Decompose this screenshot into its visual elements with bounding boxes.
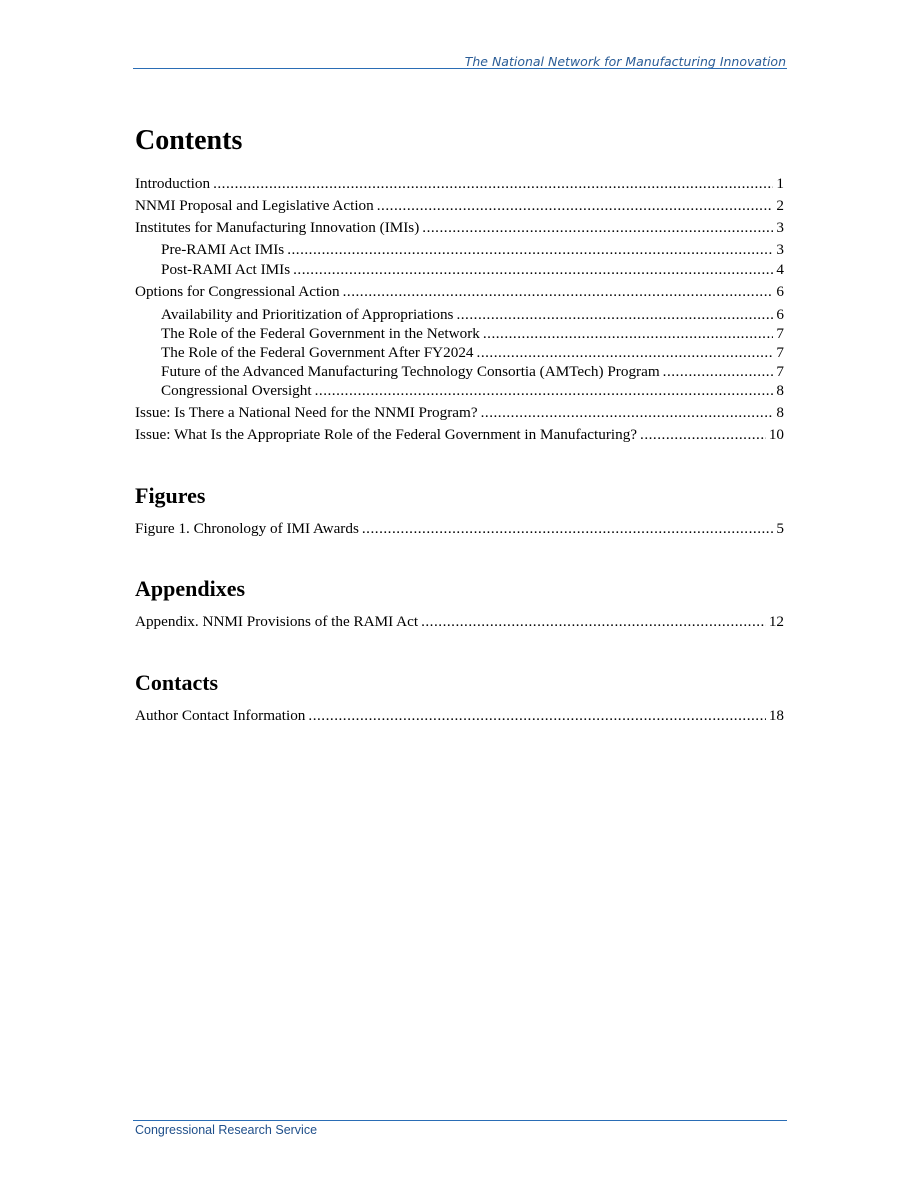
toc-dot-leader (308, 706, 765, 725)
toc-entry-label: Post-RAMI Act IMIs (161, 261, 291, 278)
toc-page-number: 1 (776, 175, 784, 192)
toc-page-number: 8 (776, 404, 784, 421)
footer-rule (133, 1120, 787, 1121)
running-header-title: The National Network for Manufacturing Innovation (464, 54, 786, 69)
toc-dot-leader (456, 305, 773, 324)
toc-entry-federal-role[interactable] (135, 425, 784, 444)
toc-dot-leader (640, 425, 766, 444)
toc-entry-institutes[interactable] (135, 218, 784, 237)
toc-dot-leader (422, 218, 773, 237)
toc-dot-leader (362, 519, 774, 538)
contents-heading: Contents (135, 125, 243, 156)
toc-entry-national-need[interactable] (135, 403, 784, 422)
toc-page-number: 7 (776, 344, 784, 361)
toc-dot-leader (477, 343, 774, 362)
toc-entry-options[interactable] (135, 282, 784, 301)
toc-page-number: 10 (768, 426, 784, 443)
appendixes-heading: Appendixes (135, 576, 246, 601)
toc-entry-appropriations[interactable] (161, 305, 784, 324)
figures-heading: Figures (135, 483, 206, 508)
toc-entry-label: The Role of the Federal Government in the Network (161, 325, 480, 342)
toc-dot-leader (421, 612, 766, 631)
toc-entry-label: Congressional Oversight (161, 382, 312, 399)
toc-dot-leader (343, 282, 774, 301)
toc-dot-leader (213, 174, 773, 193)
toc-entry-label: Issue: What Is the Appropriate Role of the Federal Government in Manufacturing? (135, 426, 638, 443)
toc-page-number: 6 (776, 283, 784, 300)
toc-entry-nnmi-proposal[interactable] (135, 196, 784, 215)
toc-page-number: 4 (776, 261, 784, 278)
toc-entry-label: Availability and Prioritization of Appropriations (161, 306, 454, 323)
toc-page-number: 12 (768, 613, 784, 630)
toc-entry-label: NNMI Proposal and Legislative Action (135, 197, 374, 214)
toc-entry-author-contact[interactable] (135, 706, 784, 725)
toc-entry-role-after-fy2024[interactable] (161, 343, 784, 362)
toc-page-number: 7 (776, 363, 784, 380)
toc-page-number: 2 (776, 197, 784, 214)
toc-page-number: 18 (768, 707, 784, 724)
toc-dot-leader (663, 362, 774, 381)
toc-dot-leader (481, 403, 774, 422)
toc-page-number: 3 (776, 219, 784, 236)
toc-entry-label: Author Contact Information (135, 707, 306, 724)
toc-entry-appendix[interactable] (135, 612, 784, 631)
toc-entry-label: Options for Congressional Action (135, 283, 340, 300)
toc-dot-leader (315, 381, 774, 400)
toc-dot-leader (293, 260, 773, 279)
toc-entry-role-network[interactable] (161, 324, 784, 343)
toc-entry-label: Future of the Advanced Manufacturing Technology Consortia (AMTech) Program (161, 363, 660, 380)
toc-entry-figure-1[interactable] (135, 519, 784, 538)
toc-entry-label: Appendix. NNMI Provisions of the RAMI Act (135, 613, 419, 630)
contacts-heading: Contacts (135, 670, 219, 695)
toc-entry-label: Introduction (135, 175, 211, 192)
toc-entry-introduction[interactable] (135, 174, 784, 193)
toc-entry-label: Issue: Is There a National Need for the NNMI Program? (135, 404, 478, 421)
running-footer-source: Congressional Research Service (135, 1123, 318, 1137)
toc-page-number: 8 (776, 382, 784, 399)
toc-dot-leader (483, 324, 774, 343)
toc-page-number: 3 (776, 241, 784, 258)
toc-entry-label: Figure 1. Chronology of IMI Awards (135, 520, 359, 537)
toc-entry-label: The Role of the Federal Government After FY2024 (161, 344, 474, 361)
toc-entry-label: Institutes for Manufacturing Innovation (IMIs) (135, 219, 420, 236)
toc-entry-post-rami[interactable] (161, 260, 784, 279)
toc-page-number: 5 (776, 520, 784, 537)
toc-entry-amtech[interactable] (161, 362, 784, 381)
toc-page-number: 6 (776, 306, 784, 323)
toc-entry-label: Pre-RAMI Act IMIs (161, 241, 285, 258)
toc-dot-leader (377, 196, 774, 215)
toc-dot-leader (287, 240, 773, 259)
toc-entry-pre-rami[interactable] (161, 240, 784, 259)
toc-page-number: 7 (776, 325, 784, 342)
header-rule (133, 68, 787, 69)
toc-entry-oversight[interactable] (161, 381, 784, 400)
